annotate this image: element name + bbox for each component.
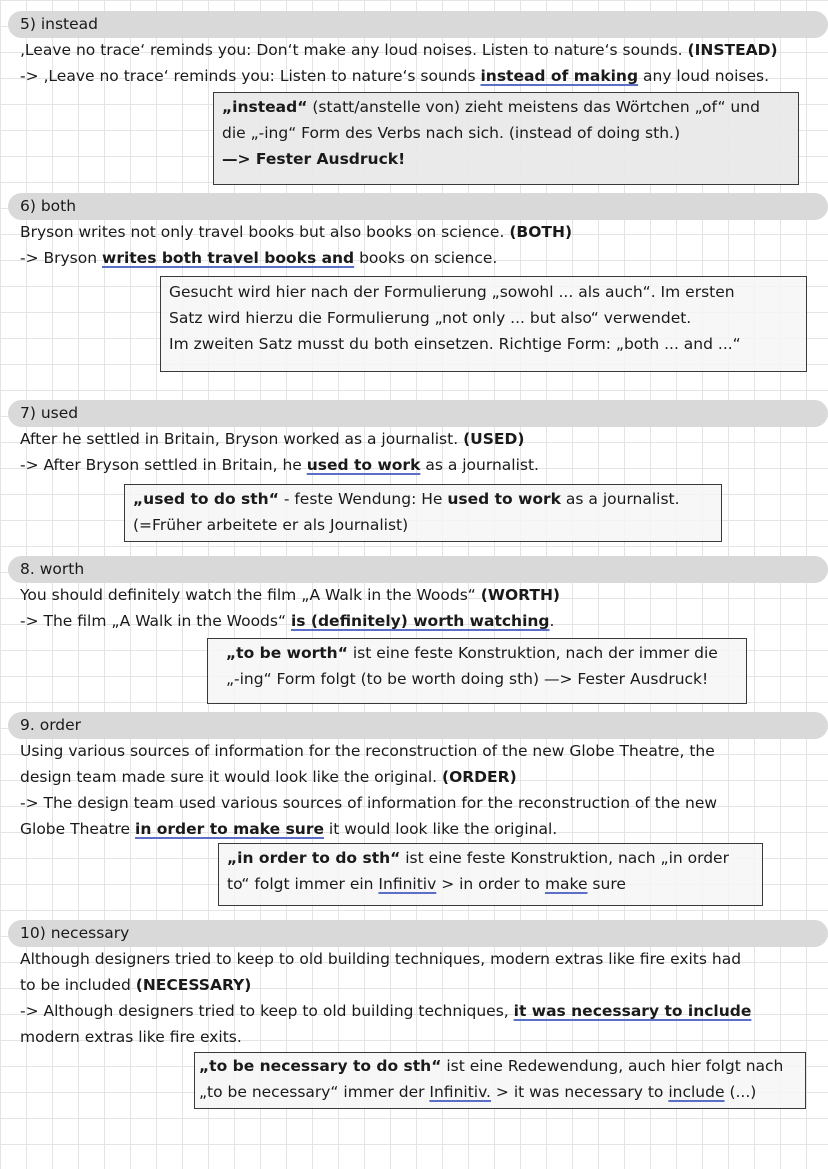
answer-6: -> Bryson writes both travel books and books on science.	[20, 249, 498, 267]
section-bar-5	[8, 11, 828, 38]
note-box-7: „used to do sth“ - feste Wendung: He used to work as a journalist. (=Früher arbeitete er als Journalist)	[124, 484, 722, 542]
section-heading-9: 9. order	[20, 716, 82, 734]
section-heading-8: 8. worth	[20, 560, 85, 578]
answer-5: -> ‚Leave no trace‘ reminds you: Listen to nature‘s sounds instead of making any loud noises.	[20, 67, 770, 85]
question-6: Bryson writes not only travel books but also books on science. (BOTH)	[20, 223, 573, 241]
answer-9-line-1: -> The design team used various sources of information for the reconstruction of the new	[20, 794, 718, 812]
section-bar-6	[8, 193, 828, 220]
note-box-5: „instead“ (statt/anstelle von) zieht meistens das Wörtchen „of“ und die „-ing“ Form des Verbs nach sich. (instead of doing sth.) —> Fester Ausdruck!	[213, 92, 799, 185]
answer-10-line-1: -> Although designers tried to keep to old building techniques, it was necessary to include	[20, 1002, 752, 1020]
answer-10-line-2: modern extras like fire exits.	[20, 1028, 242, 1046]
question-10-line-2: to be included (NECESSARY)	[20, 976, 252, 994]
section-heading-6: 6) both	[20, 197, 77, 215]
section-bar-10	[8, 920, 828, 947]
section-heading-5: 5) instead	[20, 15, 98, 33]
note-box-8: „to be worth“ ist eine feste Konstruktion, nach der immer die „-ing“ Form folgt (to be worth doing sth) —> Fester Ausdruck!	[207, 638, 747, 704]
question-10-line-1: Although designers tried to keep to old building techniques, modern extras like fire exits had	[20, 950, 742, 968]
note-box-10: „to be necessary to do sth“ ist eine Redewendung, auch hier folgt nach „to be necessary“ immer der Infinitiv. > it was necessary to include (...)	[194, 1052, 806, 1109]
note-box-6: Gesucht wird hier nach der Formulierung „sowohl ... als auch“. Im ersten Satz wird hierzu die Formulierung „not only ... but also“ verwendet. Im zweiten Satz musst du both einsetzen. Richtige Form: „both ... and ...“	[160, 276, 807, 372]
question-7: After he settled in Britain, Bryson worked as a journalist. (USED)	[20, 430, 525, 448]
question-9-line-1: Using various sources of information for the reconstruction of the new Globe Theatre, the	[20, 742, 715, 760]
question-9-line-2: design team made sure it would look like the original. (ORDER)	[20, 768, 517, 786]
section-heading-7: 7) used	[20, 404, 79, 422]
question-5: ‚Leave no trace‘ reminds you: Don‘t make any loud noises. Listen to nature‘s sounds. (INSTEAD)	[20, 41, 778, 59]
section-bar-8	[8, 556, 828, 583]
answer-8: -> The film „A Walk in the Woods“ is (definitely) worth watching.	[20, 612, 555, 630]
section-bar-7	[8, 400, 828, 427]
answer-9-line-2: Globe Theatre in order to make sure it would look like the original.	[20, 820, 558, 838]
question-8: You should definitely watch the film „A Walk in the Woods“ (WORTH)	[20, 586, 561, 604]
answer-7: -> After Bryson settled in Britain, he used to work as a journalist.	[20, 456, 539, 474]
section-heading-10: 10) necessary	[20, 924, 130, 942]
note-box-9: „in order to do sth“ ist eine feste Konstruktion, nach „in order to“ folgt immer ein Infinitiv > in order to make sure	[218, 843, 763, 906]
section-bar-9	[8, 712, 828, 739]
